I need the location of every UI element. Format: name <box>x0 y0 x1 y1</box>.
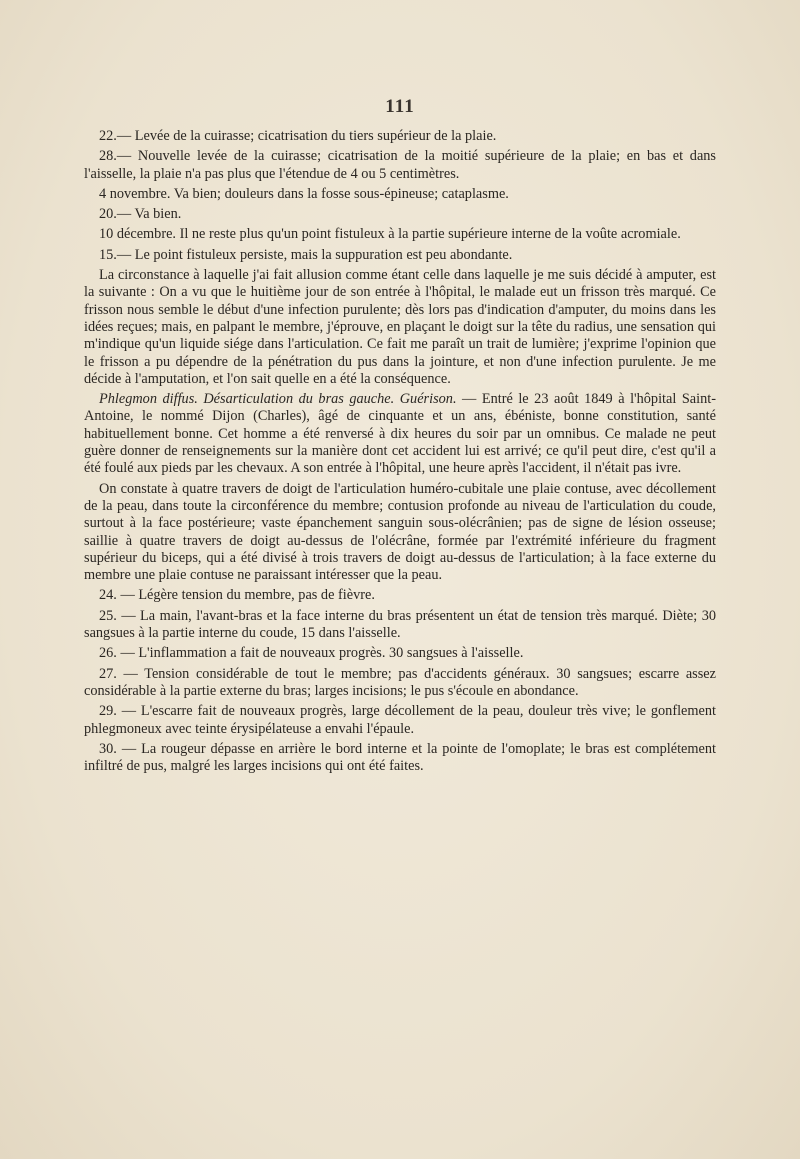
case-heading: Phlegmon diffus. Désarticulation du bras gauche. Guérison. <box>99 391 457 408</box>
paragraph <box>84 226 716 243</box>
paragraph-text: 10 décembre. Il ne reste plus qu'un point fistuleux à la partie supérieure interne de la voûte acromiale. <box>99 226 681 243</box>
paragraph-text: 29. — L'escarre fait de nouveaux progrès, large décollement de la peau, douleur très vive; le gonflement phlegmoneux avec teinte érysipélateuse a envahi l'épaule. <box>84 703 716 737</box>
paragraph <box>84 741 716 776</box>
paragraph-text: 30. — La rougeur dépasse en arrière le bord interne et la pointe de l'omoplate; le bras est complétement infiltré de pus, malgré les larges incisions qui ont été faites. <box>84 740 716 775</box>
paragraph-text: 26. — L'inflammation a fait de nouveaux progrès. 30 sangsues à l'aisselle. <box>99 645 524 662</box>
paragraph <box>84 391 716 477</box>
paragraph <box>84 666 716 701</box>
paragraph-text: On constate à quatre travers de doigt de l'articulation huméro-cubitale une plaie contuse, avec décollement de la peau, dans toute la circonférence du membre; contusion profonde au niveau de l'articulation du coude, surtout à la face postérieure; vaste épanchement sanguin sous-olécrânien; pas de signe de lésion osseuse; saillie à quatre travers de doigt au-dessus de l'olécrâne, formée par l'extrémité inférieure du fragment supérieur du biceps, qui a été divisé à trois travers de doigt au-dessus de l'articulation; à la face externe du membre une plaie contuse ne paraissant intéresser que la peau. <box>84 480 716 584</box>
paragraph <box>84 703 716 738</box>
paragraph <box>84 267 716 388</box>
paragraph <box>84 186 716 203</box>
paragraph <box>84 128 716 145</box>
paragraph-text: La circonstance à laquelle j'ai fait allusion comme étant celle dans laquelle je me suis décidé à amputer, est la suivante : On a vu que le huitième jour de son entrée à l'hôpital, le malade eut un frisson très marqué. Ce frisson nous semble le début d'une infection purulente; dès lors pas d'indication d'amputer, du moins dans les idées reçues; mais, en palpant le membre, j'éprouve, en plaçant le doigt sur la tête du radius, une sensation qui m'indique qu'un liquide siége dans l'articulation. Ce fait me paraît un trait de lumière; j'exprime l'opinion que le frisson a pu dépendre de la pénétration du pus dans la jointure, et non d'une infection purulente. Je me décide à l'amputation, et l'on sait quelle en a été la conséquence. <box>84 267 716 387</box>
paragraph-text: 4 novembre. Va bien; douleurs dans la fosse sous-épineuse; cataplasme. <box>99 185 509 202</box>
body-text <box>84 128 716 778</box>
paragraph-text: 24. — Légère tension du membre, pas de fièvre. <box>99 587 375 604</box>
paragraph-text: 27. — Tension considérable de tout le membre; pas d'accidents généraux. 30 sangsues; escarre assez considérable à la partie externe du bras; larges incisions; le pus s'écoule en abondance. <box>84 665 716 699</box>
page-number: 111 <box>385 96 415 117</box>
paragraph-text: 20.— Va bien. <box>99 206 182 223</box>
paragraph-text: — Entré le 23 août 1849 à l'hôpital Saint-Antoine, le nommé Dijon (Charles), âgé de cinquante et un ans, ébéniste, bonne constitution, santé habituellement bonne. Cet homme a été renversé à dix heures du soir par un omnibus. Ce malade ne peut guère donner de renseignements sur la manière dont cet accident lui est arrivé; ce qu'il peut dire, c'est qu'il a été foulé aux pieds par les chevaux. A son entrée à l'hôpital, une heure après l'accident, il n'était pas ivre. <box>84 391 716 477</box>
paragraph <box>84 247 716 264</box>
paragraph <box>84 587 716 604</box>
paragraph-text: 28.— Nouvelle levée de la cuirasse; cicatrisation de la moitié supérieure de la plaie; en bas et dans l'aisselle, la plaie n'a pas plus que l'étendue de 4 ou 5 centimètres. <box>84 148 716 182</box>
paragraph <box>84 148 716 183</box>
paragraph <box>84 481 716 585</box>
paragraph <box>84 608 716 643</box>
paragraph <box>84 645 716 662</box>
paragraph-text: 15.— Le point fistuleux persiste, mais la suppuration est peu abondante. <box>99 246 513 263</box>
paragraph-text: 22.— Levée de la cuirasse; cicatrisation du tiers supérieur de la plaie. <box>99 128 497 144</box>
paragraph-text: 25. — La main, l'avant-bras et la face interne du bras présentent un état de tension très marqué. Diète; 30 sangsues à la partie interne du coude, 15 dans l'aisselle. <box>84 607 716 642</box>
paragraph <box>84 206 716 223</box>
